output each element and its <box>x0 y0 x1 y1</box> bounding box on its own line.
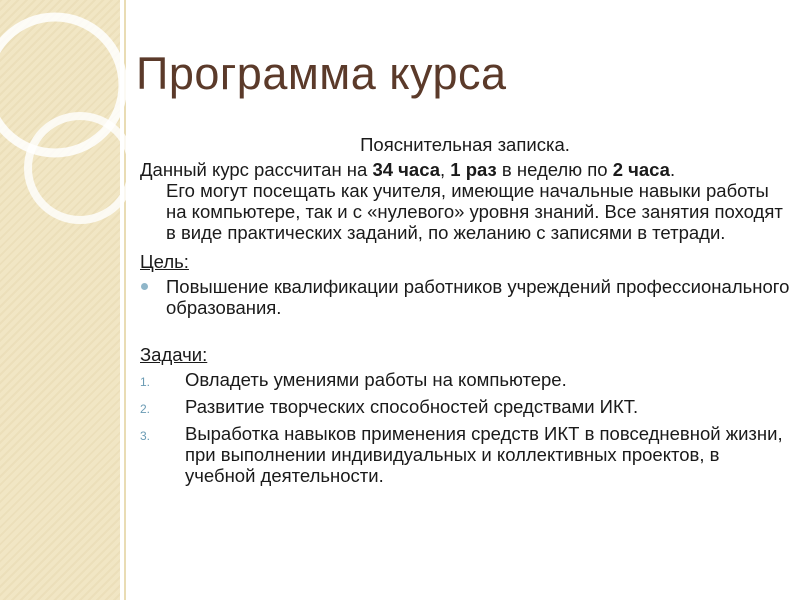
task-text: Овладеть умениями работы на компьютере. <box>185 369 567 390</box>
task-text: Развитие творческих способностей средствами ИКТ. <box>185 396 639 417</box>
intro-times: 1 раз <box>450 159 497 180</box>
page-title: Программа курса <box>136 48 507 99</box>
slide-content <box>140 134 790 492</box>
intro-hours: 34 часа <box>372 159 441 180</box>
task-item <box>140 423 790 486</box>
task-item <box>140 369 790 390</box>
intro-text-4: . <box>669 159 676 180</box>
task-text: Выработка навыков применения средств ИКТ в повседневной жизни, при выполнении индивидуальных и коллективных проектов, в учебной деятельности. <box>185 423 783 486</box>
tasks-label-text: Задачи: <box>140 344 208 365</box>
tasks-label <box>140 344 790 365</box>
subtitle: Пояснительная записка. <box>360 134 570 155</box>
goal-item <box>140 276 790 318</box>
intro-text-2: , <box>440 159 451 180</box>
task-number: 1. <box>140 375 151 389</box>
intro-per: 2 часа <box>612 159 670 180</box>
goal-label-text: Цель: <box>140 251 189 272</box>
intro-text-1: Данный курс рассчитан на <box>140 159 373 180</box>
task-item <box>140 396 790 417</box>
goal-item-text: Повышение квалификации работников учреждений профессионального образования. <box>166 276 790 318</box>
intro-continuation: Его могут посещать как учителя, имеющие начальные навыки работы на компьютере, так и с «нулевого» уровня знаний. Все занятия походят в виде практических заданий, по желанию с записями в тетради. <box>166 180 783 243</box>
task-number: 3. <box>140 429 151 443</box>
intro-paragraph <box>140 159 790 243</box>
bullet-dot-icon <box>141 283 148 290</box>
task-number: 2. <box>140 402 151 416</box>
goal-label <box>140 251 790 272</box>
intro-text-3: в неделю по <box>496 159 613 180</box>
